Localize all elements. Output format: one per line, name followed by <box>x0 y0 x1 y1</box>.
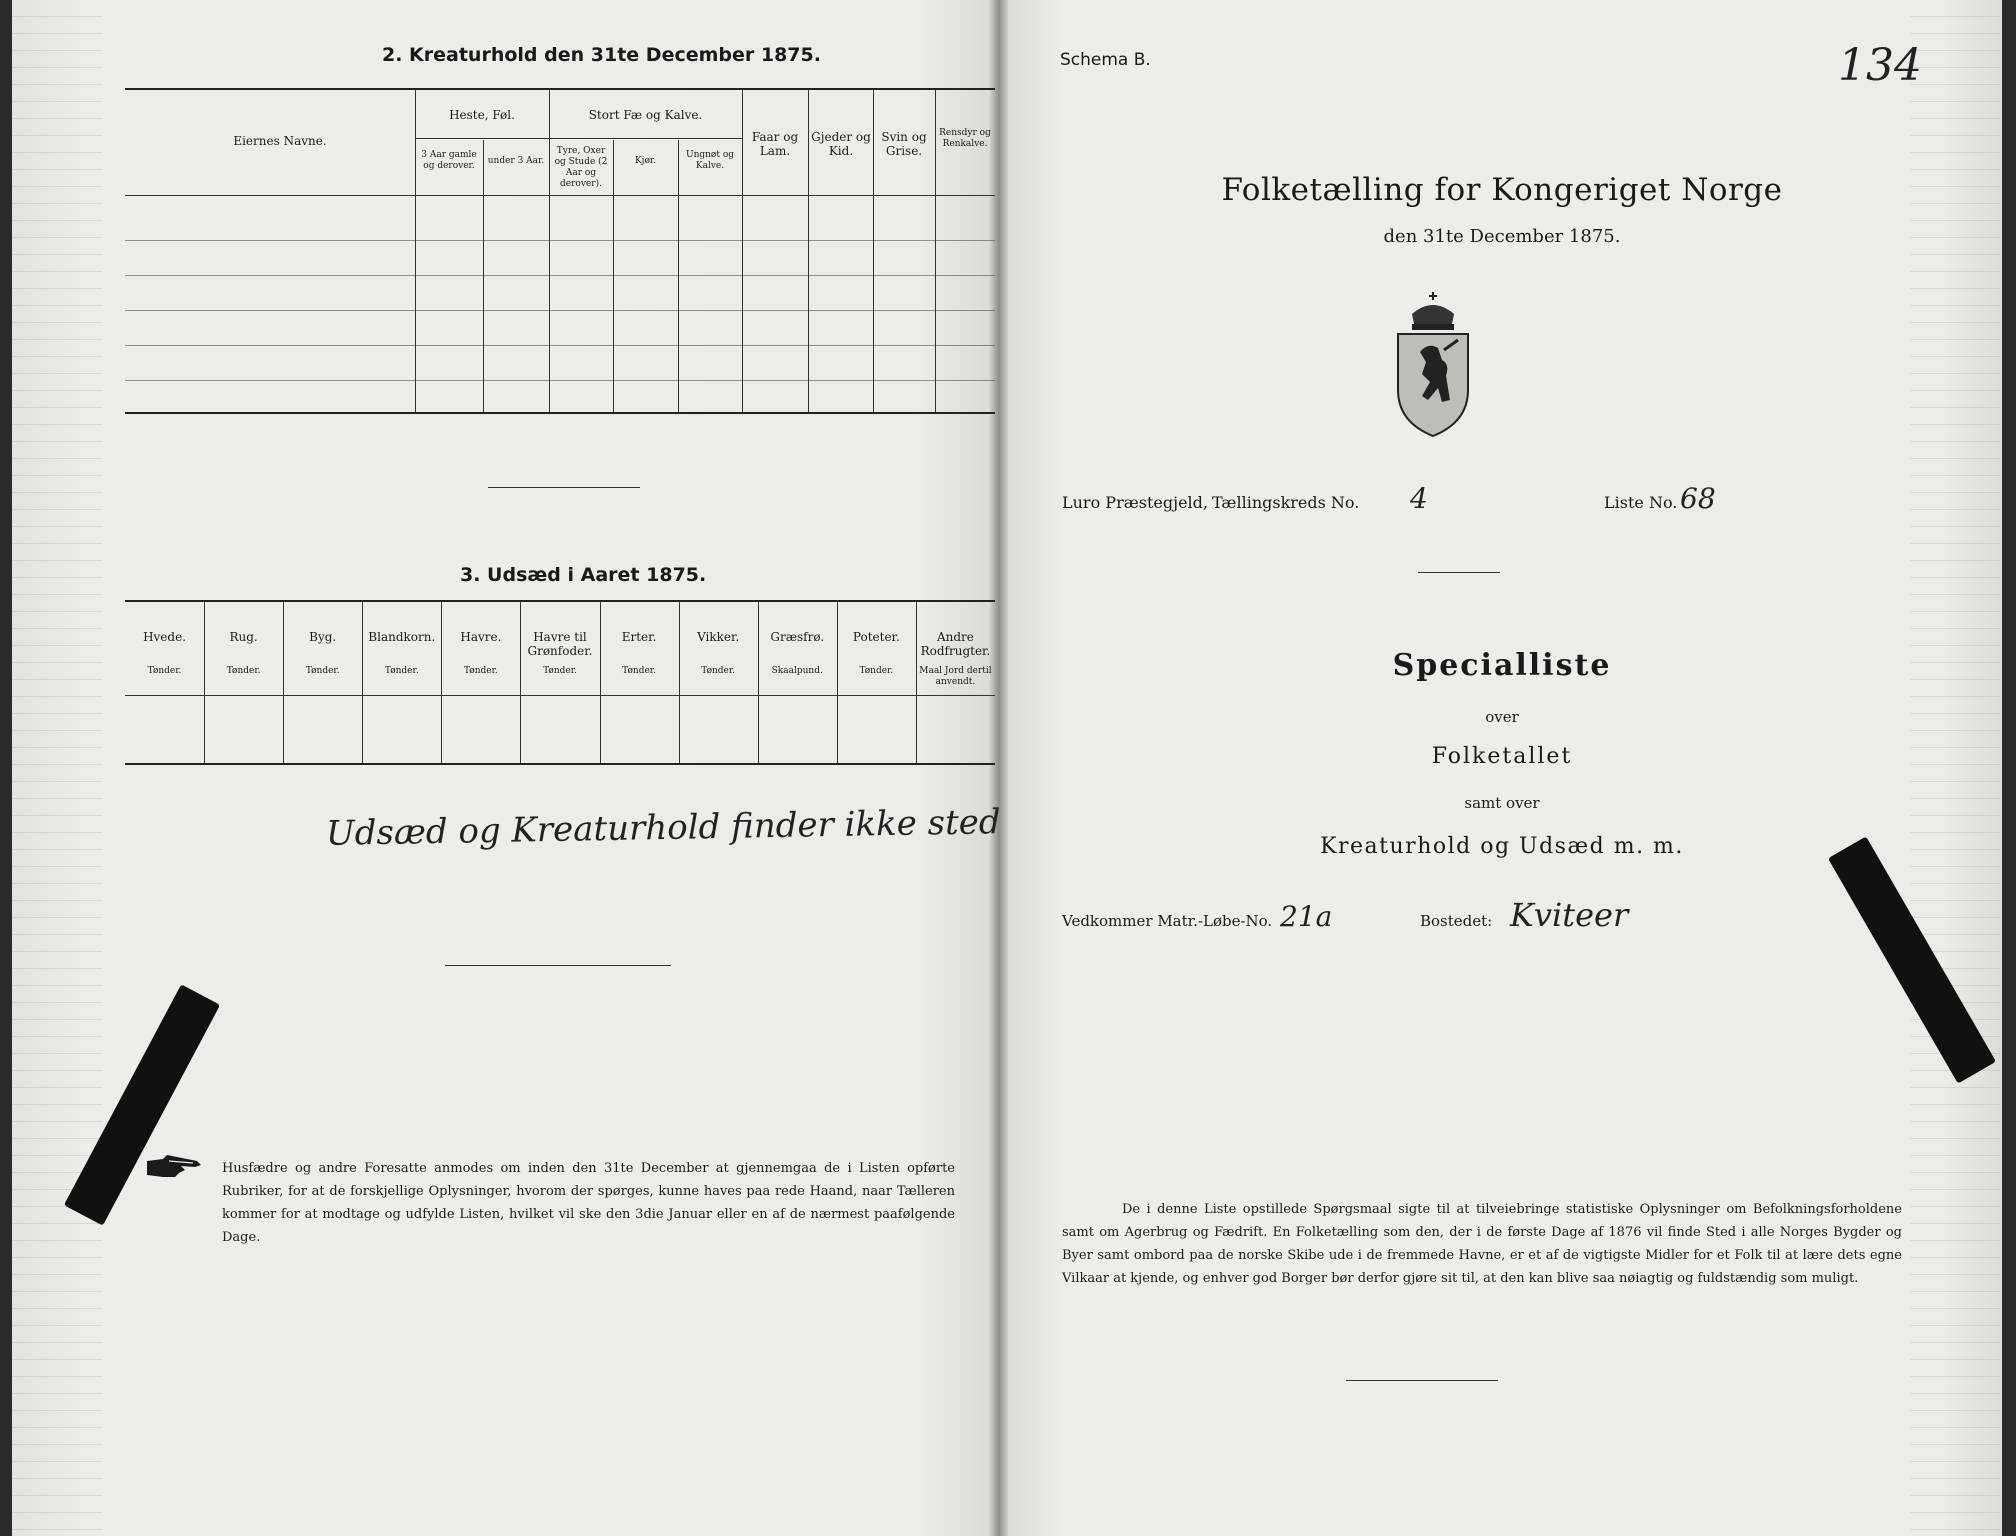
kreaturhold-text: Kreaturhold og Udsæd m. m. <box>1320 834 1684 859</box>
kreds-value: 4 <box>1410 482 1428 515</box>
table3-divider <box>916 602 917 763</box>
heste-group-header: Heste, Føl. <box>449 108 515 122</box>
svin-header: Svin og Grise. <box>881 130 927 158</box>
bostedet-value: Kviteer <box>1510 896 1629 934</box>
table3-divider <box>362 602 363 763</box>
table2-top-rule <box>125 88 995 90</box>
title-date: den 31te December 1875. <box>1383 226 1621 247</box>
udsaed-column-name: Havre til Grønfoder. <box>527 630 593 658</box>
kreds-label: Tællingskreds No. <box>1212 493 1360 512</box>
table2-group-rule <box>415 138 743 139</box>
separator-rule <box>1346 1380 1498 1381</box>
separator-rule <box>445 965 671 966</box>
udsaed-column-unit: Tønder. <box>622 666 656 676</box>
specialliste-title: Specialliste <box>1392 648 1612 683</box>
table3-divider <box>600 602 601 763</box>
udsaed-column-unit: Skaalpund. <box>771 666 823 676</box>
footer-text: De i denne Liste opstillede Spørgsmaal sigte til at tilveiebringe statistiske Oplysninger om Befolkningsforholdene samt om Agerbrug og Fædrift. En Folketælling som den, der i de første Dage af 1876 vil finde Sted i alle Norges Bygder og Byer samt ombord paa de norske Skibe ude i de fremmede Havne, er et af de vigtigste Midler for et Folk til at lære dets egne Vilkaar at kjende, og enhver god Borger bør derfor gjøre sit til, at den kan blive saa nøiagtig og fuldstændig som muligt. <box>1062 1202 1902 1286</box>
bostedet-label: Bostedet: <box>1420 912 1493 930</box>
udsaed-column-unit: Tønder. <box>543 666 577 676</box>
udsaed-column-name: Rug. <box>229 630 258 644</box>
table3-divider <box>837 602 838 763</box>
table2-divider <box>483 140 484 412</box>
owner-column-header: Eiernes Navne. <box>233 134 327 148</box>
stortfae-sub3-header: Ungnøt og Kalve. <box>685 150 734 171</box>
table3-divider <box>283 602 284 763</box>
norwegian-lion-coat-of-arms-icon <box>1392 290 1474 444</box>
udsaed-column-unit: Tønder. <box>464 666 498 676</box>
table2-row-rule <box>125 240 995 241</box>
udsaed-column-name: Andre Rodfrugter. <box>920 630 991 658</box>
table2-row-rule <box>125 275 995 276</box>
matr-label: Vedkommer Matr.-Løbe-No. <box>1062 912 1273 930</box>
udsaed-column-unit: Tønder. <box>384 666 419 676</box>
left-page <box>12 0 996 1536</box>
table3-divider <box>679 602 680 763</box>
udsaed-column-name: Byg. <box>309 630 337 644</box>
udsaed-column-name: Havre. <box>460 630 502 644</box>
table2-divider <box>935 90 936 412</box>
table2-divider <box>613 140 614 412</box>
stortfae-sub1-header: Tyre, Oxer og Stude (2 Aar og derover). <box>554 146 608 189</box>
udsaed-column-unit: Tønder. <box>701 666 736 676</box>
matr-value: 21a <box>1280 900 1333 933</box>
heste-sub2-header: under 3 Aar. <box>487 156 545 166</box>
handwritten-note: Udsæd og Kreaturhold finder ikke sted <box>325 802 1001 854</box>
table2-row-rule <box>125 380 995 381</box>
separator-rule <box>1418 572 1500 573</box>
page-number: 134 <box>1838 40 1922 91</box>
schema-label: Schema B. <box>1060 50 1151 70</box>
table2-header-rule <box>125 195 995 196</box>
rensdyr-header: Rensdyr og Renkalve. <box>939 128 991 149</box>
udsaed-column-unit: Tønder. <box>147 666 182 676</box>
table3-header-rule <box>125 695 995 696</box>
table3-divider <box>204 602 205 763</box>
folketallet-text: Folketallet <box>1431 744 1573 769</box>
bleed-through-left <box>12 0 102 1536</box>
stortfae-sub2-header: Kjør. <box>634 156 657 166</box>
separator-rule <box>488 487 640 488</box>
liste-value: 68 <box>1680 482 1716 515</box>
prestegjeld-label: Luro Præstegjeld, <box>1062 493 1208 512</box>
udsaed-column-unit: Tønder. <box>226 666 261 676</box>
table2-row-rule <box>125 310 995 311</box>
udsaed-column-unit: Tønder. <box>859 666 894 676</box>
table3-divider <box>520 602 521 763</box>
table2-row-rule <box>125 345 995 346</box>
table3-divider <box>441 602 442 763</box>
table2-divider <box>873 90 874 412</box>
samt-over-text: samt over <box>1464 794 1540 812</box>
udsaed-column-name: Hvede. <box>143 630 187 644</box>
udsaed-column-unit: Maal Jord dertil anvendt. <box>919 666 992 687</box>
gjeder-header: Gjeder og Kid. <box>811 130 871 158</box>
table3-divider <box>758 602 759 763</box>
udsaed-column-name: Græsfrø. <box>770 630 825 644</box>
pointing-hand-icon <box>145 1153 203 1185</box>
liste-label: Liste No. <box>1604 493 1678 512</box>
udsaed-column-name: Blandkorn. <box>368 630 436 644</box>
section3-heading: 3. Udsæd i Aaret 1875. <box>460 564 707 586</box>
udsaed-column-name: Poteter. <box>852 630 900 644</box>
table2-bottom-rule <box>125 412 995 414</box>
heste-sub1-header: 3 Aar gamle og derover. <box>421 150 477 171</box>
stortfae-group-header: Stort Fæ og Kalve. <box>588 108 703 122</box>
section2-heading: 2. Kreaturhold den 31te December 1875. <box>382 44 821 66</box>
table2-divider <box>678 140 679 412</box>
faar-header: Faar og Lam. <box>751 130 799 158</box>
udsaed-column-unit: Tønder. <box>305 666 340 676</box>
table3-bottom-rule <box>125 763 995 765</box>
udsaed-column-name: Erter. <box>621 630 657 644</box>
udsaed-column-name: Vikker. <box>697 630 740 644</box>
over-text: over <box>1485 708 1519 726</box>
table2-divider <box>808 90 809 412</box>
main-title: Folketælling for Kongeriget Norge <box>1221 172 1783 208</box>
table3-top-rule <box>125 600 995 602</box>
notice-text: Husfædre og andre Foresatte anmodes om inden den 31te December at gjennemgaa de i Listen opførte Rubriker, for at de forskjellige Oplysninger, hvorom der spørges, kunne haves paa rede Haand, naar Tælleren kommer for at modtage og udfylde Listen, hvilket vil ske den 3die Januar eller en af de nærmest paafølgende Dage. <box>222 1161 955 1245</box>
